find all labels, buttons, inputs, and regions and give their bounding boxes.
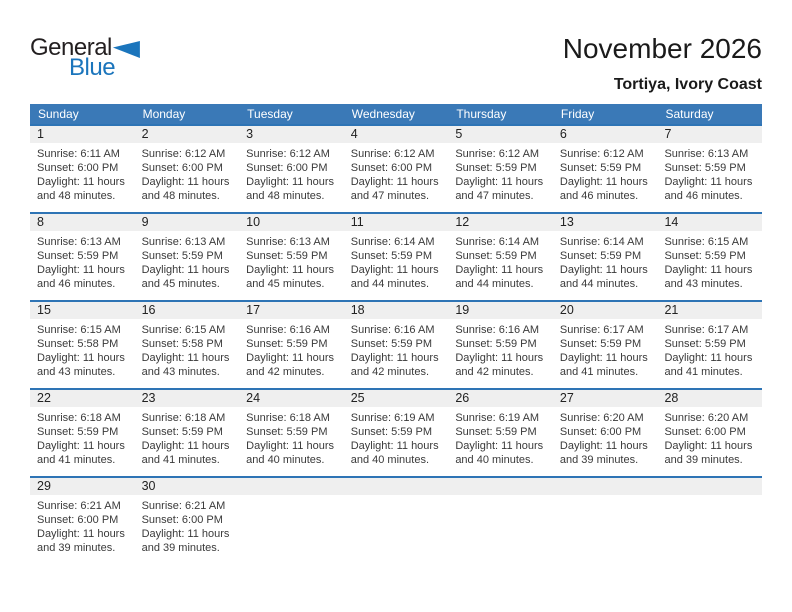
detail-line: Sunset: 6:00 PM (664, 426, 746, 438)
day-number-30: 30 (141, 479, 156, 493)
detail-line: Daylight: 11 hours (559, 352, 648, 364)
day-cell-25 (344, 407, 449, 467)
detail-line: Sunset: 5:59 PM (455, 426, 537, 438)
day-number-empty (344, 478, 449, 495)
detail-line: and 39 minutes. (37, 542, 116, 554)
detail-line: Daylight: 11 hours (455, 176, 544, 188)
day-cell-28 (657, 407, 762, 467)
day-cell-19 (448, 319, 553, 379)
detail-line: and 40 minutes. (350, 454, 430, 466)
detail-line: and 48 minutes. (141, 190, 220, 202)
detail-line: and 48 minutes. (37, 190, 116, 202)
day-cell-9 (135, 231, 240, 291)
day-number-7: 7 (664, 127, 672, 141)
detail-line: Sunset: 5:59 PM (37, 250, 119, 262)
weekday-header-friday: Friday (560, 107, 595, 121)
detail-line: and 42 minutes. (350, 366, 430, 378)
detail-line: Sunset: 6:00 PM (37, 162, 119, 174)
day-cell-empty (553, 495, 658, 555)
week-row-4 (30, 388, 762, 476)
detail-line: Daylight: 11 hours (455, 352, 544, 364)
detail-line: and 45 minutes. (141, 278, 220, 290)
detail-line: Sunrise: 6:16 AM (455, 324, 540, 336)
week-row-3 (30, 300, 762, 388)
day-number-band (30, 214, 762, 231)
detail-line: and 39 minutes. (141, 542, 220, 554)
detail-line: Daylight: 11 hours (559, 176, 648, 188)
day-number-24: 24 (246, 391, 261, 405)
day-number-empty (657, 478, 762, 495)
day-number-10: 10 (246, 215, 261, 229)
day-number-26: 26 (455, 391, 470, 405)
detail-line: Daylight: 11 hours (37, 176, 125, 188)
detail-line: and 39 minutes. (559, 454, 639, 466)
detail-line: Sunrise: 6:14 AM (350, 236, 435, 248)
detail-line: Sunset: 5:59 PM (141, 250, 223, 262)
day-number-6: 6 (559, 127, 567, 141)
day-cell-20 (553, 319, 658, 379)
detail-line: Sunrise: 6:12 AM (559, 148, 644, 160)
detail-line: Daylight: 11 hours (141, 264, 230, 276)
detail-line: and 46 minutes. (664, 190, 743, 202)
day-cell-29 (30, 495, 135, 555)
detail-line: Sunset: 5:59 PM (141, 426, 223, 438)
detail-line: Sunset: 5:59 PM (664, 162, 746, 174)
detail-line: Daylight: 11 hours (559, 440, 648, 452)
day-cell-18 (344, 319, 449, 379)
day-details-row (30, 143, 762, 203)
detail-line: Sunrise: 6:16 AM (246, 324, 330, 336)
detail-line: Sunrise: 6:18 AM (37, 412, 121, 424)
detail-line: Sunset: 6:00 PM (141, 514, 223, 526)
detail-line: Sunrise: 6:18 AM (141, 412, 226, 424)
week-row-2 (30, 212, 762, 300)
day-cell-empty (239, 495, 344, 555)
day-cell-7 (657, 143, 762, 203)
week-row-5 (30, 476, 762, 564)
detail-line: Sunrise: 6:21 AM (141, 500, 226, 512)
detail-line: Sunset: 5:59 PM (350, 426, 433, 438)
weekday-header-thursday: Thursday (456, 107, 507, 121)
day-number-8: 8 (37, 215, 44, 229)
day-cell-empty (657, 495, 762, 555)
detail-line: Sunrise: 6:11 AM (37, 148, 120, 160)
weekday-header-wednesday: Wednesday (351, 107, 415, 121)
detail-line: Sunset: 5:59 PM (559, 162, 642, 174)
weekday-header-tuesday: Tuesday (247, 107, 293, 121)
day-number-25: 25 (350, 391, 365, 405)
day-cell-17 (239, 319, 344, 379)
day-number-16: 16 (141, 303, 156, 317)
day-cell-empty (448, 495, 553, 555)
detail-line: Sunrise: 6:16 AM (350, 324, 435, 336)
day-cell-24 (239, 407, 344, 467)
detail-line: and 44 minutes. (455, 278, 534, 290)
weekday-header-row (30, 104, 762, 124)
logo-word-general: General (30, 34, 112, 61)
detail-line: and 42 minutes. (455, 366, 534, 378)
detail-line: and 47 minutes. (350, 190, 430, 202)
detail-line: Sunset: 5:59 PM (455, 338, 537, 350)
detail-line: Sunset: 5:58 PM (141, 338, 223, 350)
day-number-19: 19 (455, 303, 470, 317)
day-number-empty (553, 478, 658, 495)
detail-line: Sunset: 6:00 PM (141, 162, 223, 174)
day-number-9: 9 (141, 215, 149, 229)
detail-line: Daylight: 11 hours (664, 352, 753, 364)
detail-line: Sunrise: 6:15 AM (37, 324, 121, 336)
day-cell-15 (30, 319, 135, 379)
day-number-band (30, 390, 762, 407)
day-number-band (30, 302, 762, 319)
day-cell-21 (657, 319, 762, 379)
detail-line: Daylight: 11 hours (455, 440, 544, 452)
detail-line: Daylight: 11 hours (37, 440, 125, 452)
day-cell-27 (553, 407, 658, 467)
detail-line: and 44 minutes. (559, 278, 639, 290)
day-number-1: 1 (37, 127, 44, 141)
day-number-21: 21 (664, 303, 679, 317)
day-cell-13 (553, 231, 658, 291)
day-number-20: 20 (559, 303, 574, 317)
detail-line: Sunset: 5:59 PM (455, 162, 537, 174)
detail-line: and 39 minutes. (664, 454, 743, 466)
day-number-4: 4 (350, 127, 358, 141)
day-cell-22 (30, 407, 135, 467)
day-cell-10 (239, 231, 344, 291)
detail-line: and 48 minutes. (246, 190, 325, 202)
detail-line: and 44 minutes. (350, 278, 430, 290)
detail-line: Sunrise: 6:15 AM (664, 236, 749, 248)
day-number-18: 18 (350, 303, 365, 317)
day-cell-12 (448, 231, 553, 291)
detail-line: Daylight: 11 hours (141, 352, 230, 364)
day-details-row (30, 319, 762, 379)
day-cell-4 (344, 143, 449, 203)
detail-line: Sunrise: 6:21 AM (37, 500, 121, 512)
detail-line: Sunrise: 6:12 AM (350, 148, 435, 160)
detail-line: Sunset: 5:58 PM (37, 338, 119, 350)
day-cell-14 (657, 231, 762, 291)
day-cell-16 (135, 319, 240, 379)
day-number-28: 28 (664, 391, 679, 405)
day-cell-empty (344, 495, 449, 555)
weekday-header-monday: Monday (142, 107, 186, 121)
detail-line: Sunset: 5:59 PM (350, 250, 433, 262)
detail-line: Sunset: 5:59 PM (246, 338, 328, 350)
detail-line: Daylight: 11 hours (664, 176, 753, 188)
detail-line: and 41 minutes. (141, 454, 220, 466)
detail-line: Daylight: 11 hours (664, 440, 753, 452)
detail-line: Sunrise: 6:18 AM (246, 412, 330, 424)
day-number-11: 11 (350, 215, 364, 229)
page-title: November 2026 (562, 33, 762, 64)
detail-line: Sunrise: 6:19 AM (350, 412, 435, 424)
detail-line: Sunrise: 6:20 AM (559, 412, 644, 424)
detail-line: Sunrise: 6:12 AM (246, 148, 330, 160)
detail-line: and 41 minutes. (37, 454, 116, 466)
detail-line: Sunset: 5:59 PM (559, 250, 642, 262)
detail-line: Daylight: 11 hours (455, 264, 544, 276)
detail-line: Sunset: 6:00 PM (559, 426, 642, 438)
detail-line: Sunrise: 6:12 AM (141, 148, 226, 160)
day-number-2: 2 (141, 127, 149, 141)
detail-line: Sunrise: 6:13 AM (246, 236, 330, 248)
weekday-header-sunday: Sunday (38, 107, 79, 121)
detail-line: Daylight: 11 hours (350, 264, 439, 276)
day-number-13: 13 (559, 215, 574, 229)
detail-line: Daylight: 11 hours (141, 528, 230, 540)
detail-line: Daylight: 11 hours (246, 352, 335, 364)
detail-line: Sunrise: 6:14 AM (559, 236, 644, 248)
title-block (563, 33, 762, 94)
detail-line: Sunrise: 6:13 AM (664, 148, 749, 160)
day-cell-30 (135, 495, 240, 555)
detail-line: Daylight: 11 hours (559, 264, 648, 276)
day-cell-23 (135, 407, 240, 467)
day-number-27: 27 (559, 391, 574, 405)
day-number-14: 14 (664, 215, 679, 229)
detail-line: Sunrise: 6:20 AM (664, 412, 749, 424)
day-cell-2 (135, 143, 240, 203)
day-number-23: 23 (141, 391, 156, 405)
detail-line: and 45 minutes. (246, 278, 325, 290)
detail-line: Sunset: 5:59 PM (664, 250, 746, 262)
detail-line: Sunset: 5:59 PM (664, 338, 746, 350)
detail-line: and 43 minutes. (664, 278, 743, 290)
detail-line: Sunrise: 6:17 AM (559, 324, 644, 336)
logo-word-blue: Blue (69, 54, 116, 81)
detail-line: and 41 minutes. (664, 366, 743, 378)
day-number-empty (239, 478, 344, 495)
detail-line: Sunrise: 6:17 AM (664, 324, 749, 336)
detail-line: and 47 minutes. (455, 190, 534, 202)
detail-line: and 40 minutes. (246, 454, 325, 466)
detail-line: Sunset: 5:59 PM (559, 338, 642, 350)
detail-line: Daylight: 11 hours (664, 264, 753, 276)
general-blue-logo (30, 36, 140, 80)
location-subtitle: Tortiya, Ivory Coast (613, 76, 762, 93)
detail-line: Daylight: 11 hours (350, 352, 439, 364)
day-cell-11 (344, 231, 449, 291)
day-details-row (30, 231, 762, 291)
detail-line: and 46 minutes. (37, 278, 116, 290)
day-cell-5 (448, 143, 553, 203)
day-details-row (30, 407, 762, 467)
day-cell-6 (553, 143, 658, 203)
day-cell-1 (30, 143, 135, 203)
detail-line: Daylight: 11 hours (37, 352, 125, 364)
day-number-empty (448, 478, 553, 495)
detail-line: and 43 minutes. (37, 366, 116, 378)
day-number-29: 29 (37, 479, 51, 493)
detail-line: and 46 minutes. (559, 190, 639, 202)
detail-line: Sunset: 5:59 PM (350, 338, 433, 350)
day-number-22: 22 (37, 391, 51, 405)
detail-line: Sunset: 5:59 PM (455, 250, 537, 262)
weekday-header-saturday: Saturday (665, 107, 714, 121)
day-number-12: 12 (455, 215, 470, 229)
day-cell-3 (239, 143, 344, 203)
detail-line: and 42 minutes. (246, 366, 325, 378)
detail-line: Daylight: 11 hours (246, 176, 335, 188)
detail-line: Sunrise: 6:19 AM (455, 412, 540, 424)
detail-line: Sunrise: 6:12 AM (455, 148, 540, 160)
detail-line: Daylight: 11 hours (141, 176, 230, 188)
detail-line: Daylight: 11 hours (246, 264, 335, 276)
day-details-row (30, 495, 762, 555)
detail-line: Daylight: 11 hours (246, 440, 335, 452)
detail-line: Sunset: 5:59 PM (246, 426, 328, 438)
detail-line: Sunset: 6:00 PM (37, 514, 119, 526)
detail-line: Sunset: 6:00 PM (350, 162, 433, 174)
detail-line: Sunset: 5:59 PM (37, 426, 119, 438)
day-number-5: 5 (455, 127, 463, 141)
day-number-band (30, 126, 762, 143)
detail-line: Sunrise: 6:13 AM (141, 236, 226, 248)
detail-line: Sunset: 6:00 PM (246, 162, 328, 174)
day-number-band (30, 478, 762, 495)
day-cell-8 (30, 231, 135, 291)
detail-line: Daylight: 11 hours (350, 440, 439, 452)
day-number-17: 17 (246, 303, 261, 317)
detail-line: and 43 minutes. (141, 366, 220, 378)
detail-line: Daylight: 11 hours (350, 176, 439, 188)
calendar-body (30, 124, 762, 564)
detail-line: Daylight: 11 hours (37, 528, 125, 540)
day-number-15: 15 (37, 303, 51, 317)
detail-line: Sunrise: 6:15 AM (141, 324, 226, 336)
day-number-3: 3 (246, 127, 254, 141)
calendar-table (30, 104, 762, 564)
detail-line: Sunset: 5:59 PM (246, 250, 328, 262)
detail-line: Daylight: 11 hours (141, 440, 230, 452)
detail-line: and 41 minutes. (559, 366, 639, 378)
detail-line: Sunrise: 6:14 AM (455, 236, 540, 248)
day-cell-26 (448, 407, 553, 467)
detail-line: and 40 minutes. (455, 454, 534, 466)
detail-line: Daylight: 11 hours (37, 264, 125, 276)
week-row-1 (30, 124, 762, 212)
detail-line: Sunrise: 6:13 AM (37, 236, 121, 248)
